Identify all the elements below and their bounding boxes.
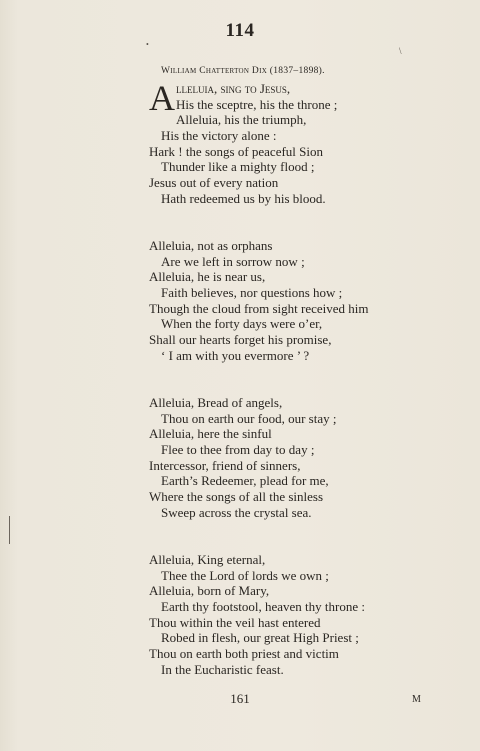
poem-line: In the Eucharistic feast.: [161, 661, 284, 677]
poem-line: Intercessor, friend of sinners,: [149, 457, 301, 473]
stanza-break: [149, 207, 469, 239]
poem-line: His the sceptre, his the throne ;: [176, 96, 338, 112]
poem-line: Thee the Lord of lords we own ;: [161, 567, 329, 583]
poem-line: Thunder like a mighty flood ;: [161, 159, 315, 175]
poem-line: Though the cloud from sight received him: [149, 300, 369, 316]
poem-line: Faith believes, nor questions how ;: [161, 285, 343, 301]
stanza: [149, 552, 469, 678]
drop-cap: A: [149, 78, 175, 118]
stanza: [149, 78, 469, 207]
poem-line: Thou within the veil hast entered: [149, 614, 321, 630]
hymn-number: 114: [225, 20, 255, 41]
ink-speck: \: [399, 46, 402, 56]
ink-speck: •: [146, 40, 149, 49]
page-number: 161: [230, 691, 250, 706]
poem-line: Earth’s Redeemer, plead for me,: [161, 473, 329, 489]
poem-line: Robed in flesh, our great High Priest ;: [161, 630, 359, 646]
poem-line: Where the songs of all the sinless: [149, 489, 324, 505]
poem-line: Alleluia, he is near us,: [149, 269, 266, 285]
poem-line: Alleluia, here the sinful: [149, 426, 272, 442]
poem-line: Alleluia, Bread of angels,: [149, 395, 283, 411]
hymn-text: [149, 78, 469, 678]
poem-line: Hath redeemed us by his blood.: [161, 190, 326, 206]
poem-line: Alleluia, not as orphans: [149, 238, 273, 254]
signature-mark: M: [412, 694, 422, 705]
stanza: [149, 395, 469, 521]
poem-line: Sweep across the crystal sea.: [161, 504, 312, 520]
poem-line: Alleluia, King eternal,: [149, 552, 266, 568]
poem-line: Shall our hearts forget his promise,: [149, 332, 332, 348]
poem-line: Are we left in sorrow now ;: [161, 253, 305, 269]
poem-line: Earth thy footstool, heaven thy throne :: [161, 599, 365, 615]
first-line-text: lleluia, sing to Jesus,: [176, 81, 291, 96]
page-edge-mark: [9, 516, 10, 544]
stanza-break: [149, 364, 469, 396]
poem-line: Alleluia, his the triumph,: [176, 112, 307, 128]
author-attribution: [161, 66, 325, 76]
poem-line: [149, 81, 469, 97]
poem-line: Hark ! the songs of peaceful Sion: [149, 143, 324, 159]
poem-line: Alleluia, born of Mary,: [149, 583, 270, 599]
poem-line: When the forty days were o’er,: [161, 316, 323, 332]
poem-line: His the victory alone :: [161, 128, 277, 144]
opening-lines: [149, 78, 469, 118]
author-dates: (1837–1898).: [269, 66, 325, 76]
stanza-break: [149, 521, 469, 553]
poem-line: ‘ I am with you evermore ’ ?: [161, 347, 310, 363]
poem-line: Thou on earth both priest and victim: [149, 646, 339, 662]
poem-line: Thou on earth our food, our stay ;: [161, 410, 337, 426]
poem-line: Flee to thee from day to day ;: [161, 442, 315, 458]
stanza: [149, 238, 469, 364]
poem-line: Jesus out of every nation: [149, 175, 279, 191]
author-name: William Chatterton Dix: [161, 66, 268, 76]
